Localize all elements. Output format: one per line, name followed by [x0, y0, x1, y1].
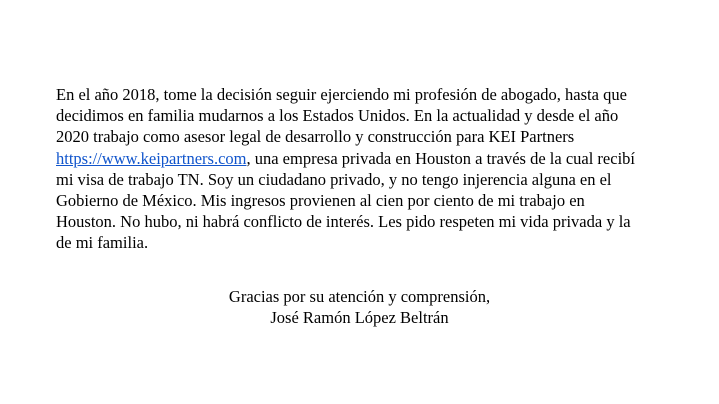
paragraph-line: de mi familia.: [56, 233, 149, 253]
statement-paragraph: [56, 84, 668, 254]
paragraph-line: decidimos en familia mudarnos a los Estados Unidos. En la actualidad y desde el año: [56, 106, 619, 126]
paragraph-line: 2020 trabajo como asesor legal de desarrollo y construcción para KEI Partners: [56, 127, 575, 147]
paragraph-line-rest: , una empresa privada en Houston a través de la cual recibí: [246, 148, 635, 168]
closing-block: [0, 286, 719, 328]
paragraph-line: Houston. No hubo, ni habrá conflicto de interés. Les pido respeten mi vida privada y la: [56, 212, 631, 232]
paragraph-line: mi visa de trabajo TN. Soy un ciudadano privado, y no tengo injerencia alguna en el: [56, 169, 612, 189]
signature-name: José Ramón López Beltrán: [270, 308, 449, 328]
keipartners-link[interactable]: https://www.keipartners.com: [56, 148, 247, 168]
paragraph-line: En el año 2018, tome la decisión seguir ejerciendo mi profesión de abogado, hasta que: [56, 85, 627, 104]
paragraph-line: Gobierno de México. Mis ingresos provienen al cien por ciento de mi trabajo en: [56, 191, 585, 211]
paragraph-line-with-link: [56, 148, 668, 169]
closing-thanks: Gracias por su atención y comprensión,: [228, 287, 491, 306]
